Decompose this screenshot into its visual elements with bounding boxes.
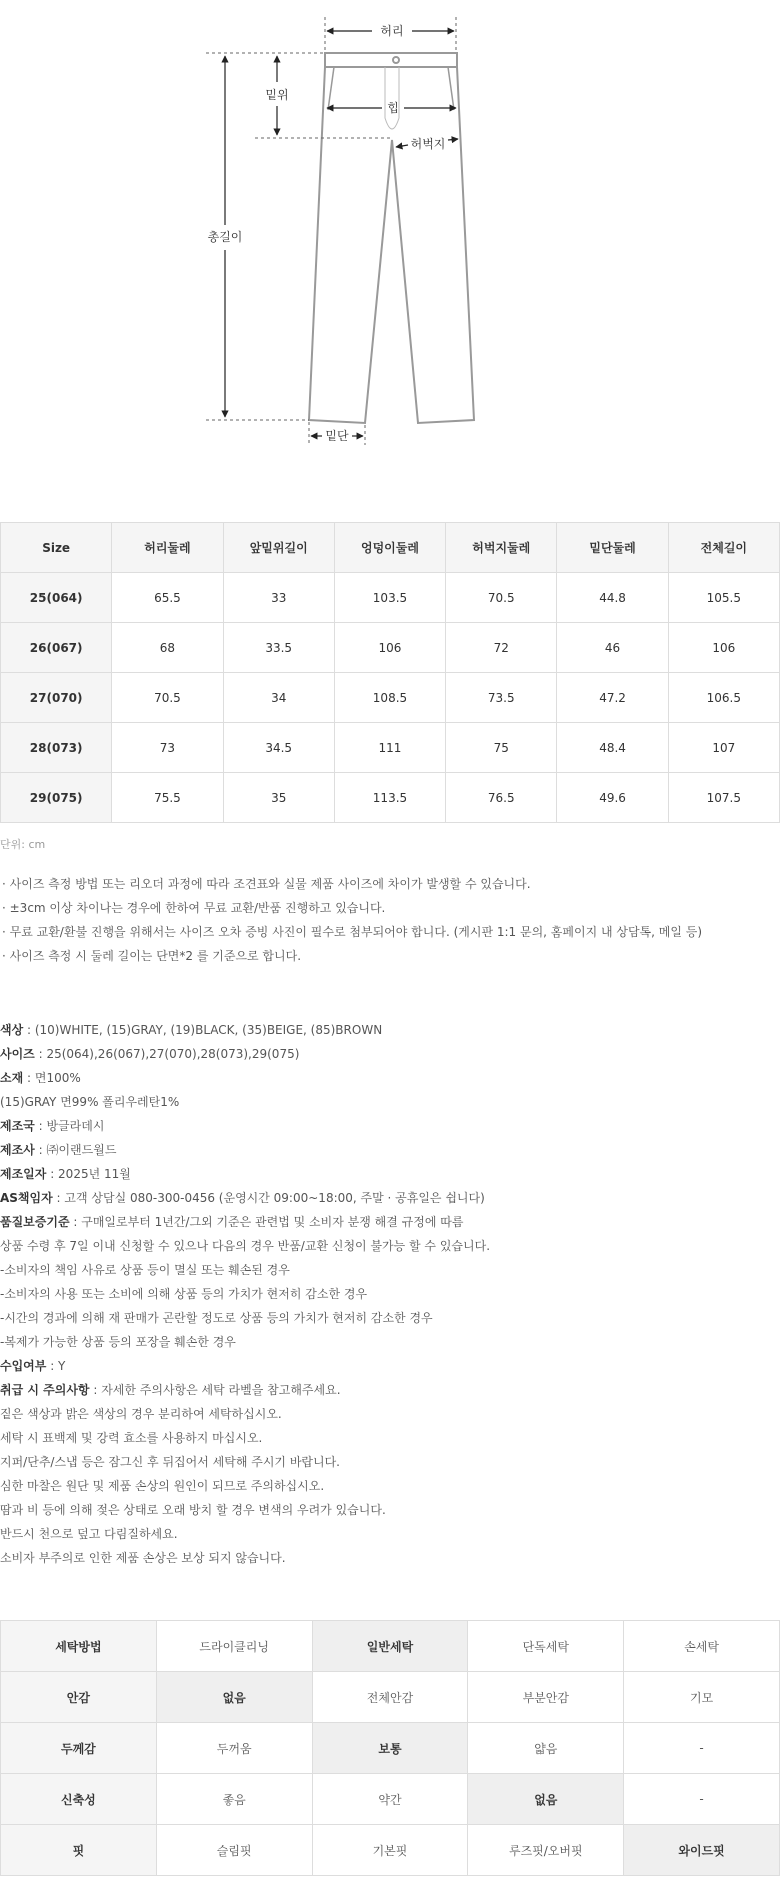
info-text: 반드시 천으로 덮고 다림질하세요.: [0, 1527, 178, 1541]
table-cell: 111: [334, 723, 445, 773]
info-text: 땀과 비 등에 의해 젖은 상태로 오래 방치 할 경우 변색의 우려가 있습니다.: [0, 1503, 386, 1517]
info-line: [0, 1402, 780, 1426]
header-hip: 엉덩이둘레: [334, 523, 445, 573]
table-row: [1, 773, 780, 823]
table-cell: 106: [334, 623, 445, 673]
table-cell: 113.5: [334, 773, 445, 823]
info-text: 세탁 시 표백제 및 강력 효소를 사용하지 마십시오.: [0, 1431, 263, 1445]
table-row: [1, 573, 780, 623]
care-option-selected: 없음: [468, 1774, 624, 1825]
care-header: 핏: [1, 1825, 157, 1876]
table-row: [1, 723, 780, 773]
info-label: 소재: [0, 1071, 24, 1085]
table-cell: 44.8: [557, 573, 668, 623]
table-cell: 107.5: [668, 773, 779, 823]
note-item: · 사이즈 측정 방법 또는 리오더 과정에 따라 조견표와 실물 제품 사이즈에 차이가 발생할 수 있습니다.: [2, 877, 531, 891]
thigh-arrow-right: [448, 139, 458, 140]
size-cell: 29(075): [1, 773, 112, 823]
care-option: -: [624, 1723, 780, 1774]
care-option-selected: 일반세탁: [312, 1621, 468, 1672]
table-cell: 34.5: [223, 723, 334, 773]
info-line: [0, 1114, 780, 1138]
table-cell: 75: [446, 723, 557, 773]
info-line: [0, 1282, 780, 1306]
size-table-header-row: [1, 523, 780, 573]
care-option: 약간: [312, 1774, 468, 1825]
unit-note: 단위: cm: [0, 838, 46, 851]
product-info: [0, 1018, 780, 1570]
length-label: 총길이: [207, 230, 243, 244]
table-cell: 65.5: [112, 573, 223, 623]
info-text: : 2025년 11월: [46, 1167, 131, 1181]
care-option-selected: 보통: [312, 1723, 468, 1774]
info-line: [0, 1258, 780, 1282]
care-option: 루즈핏/오버핏: [468, 1825, 624, 1876]
table-cell: 103.5: [334, 573, 445, 623]
table-cell: 106: [668, 623, 779, 673]
info-text: : 방글라데시: [34, 1119, 105, 1133]
table-cell: 68: [112, 623, 223, 673]
table-cell: 106.5: [668, 673, 779, 723]
care-option: 전체안감: [312, 1672, 468, 1723]
table-cell: 34: [223, 673, 334, 723]
care-row-thickness: [1, 1723, 780, 1774]
thigh-arrow-left: [396, 145, 408, 147]
care-row-lining: [1, 1672, 780, 1723]
info-line: [0, 1354, 780, 1378]
info-text: 짙은 색상과 밝은 색상의 경우 분리하여 세탁하십시오.: [0, 1407, 282, 1421]
table-cell: 35: [223, 773, 334, 823]
info-label: 취급 시 주의사항: [0, 1383, 90, 1397]
info-line: [0, 1066, 780, 1090]
care-option: 얇음: [468, 1723, 624, 1774]
info-label: AS책임자: [0, 1191, 53, 1205]
care-option: 슬림핏: [156, 1825, 312, 1876]
info-label: 사이즈: [0, 1047, 35, 1061]
care-option: -: [624, 1774, 780, 1825]
info-line: [0, 1162, 780, 1186]
info-line: [0, 1426, 780, 1450]
info-text: -시간의 경과에 의해 재 판매가 곤란할 정도로 상품 등의 가치가 현저히 감소한 경우: [0, 1311, 433, 1325]
guide-lines: [206, 17, 456, 445]
care-header: 신축성: [1, 1774, 157, 1825]
care-option: 기본핏: [312, 1825, 468, 1876]
info-line: [0, 1522, 780, 1546]
care-option: 단독세탁: [468, 1621, 624, 1672]
info-label: 색상: [0, 1023, 24, 1037]
care-option: 손세탁: [624, 1621, 780, 1672]
table-cell: 33: [223, 573, 334, 623]
size-notes: [0, 874, 780, 970]
table-cell: 107: [668, 723, 779, 773]
info-text: (15)GRAY 면99% 폴리우레탄1%: [0, 1095, 180, 1109]
info-line: [0, 1474, 780, 1498]
hip-label: 힙: [387, 101, 399, 115]
care-row-wash: [1, 1621, 780, 1672]
care-option: 드라이클리닝: [156, 1621, 312, 1672]
info-text: : 구매일로부터 1년간/그외 기준은 관련법 및 소비자 분쟁 해결 규정에 따름: [69, 1215, 464, 1229]
size-table: [0, 522, 780, 823]
hem-label: 밑단: [325, 429, 349, 443]
thigh-label: 허벅지: [410, 137, 446, 151]
info-line: [0, 1018, 780, 1042]
table-cell: 105.5: [668, 573, 779, 623]
care-option: 좋음: [156, 1774, 312, 1825]
table-cell: 73.5: [446, 673, 557, 723]
info-line: [0, 1186, 780, 1210]
care-header: 세탁방법: [1, 1621, 157, 1672]
care-option-selected: 없음: [156, 1672, 312, 1723]
info-line: [0, 1306, 780, 1330]
size-cell: 26(067): [1, 623, 112, 673]
info-text: : 자세한 주의사항은 세탁 라벨을 참고해주세요.: [89, 1383, 341, 1397]
info-text: : (10)WHITE, (15)GRAY, (19)BLACK, (35)BEIGE, (85)BROWN: [23, 1023, 383, 1037]
care-header: 안감: [1, 1672, 157, 1723]
table-cell: 73: [112, 723, 223, 773]
table-cell: 76.5: [446, 773, 557, 823]
info-line: [0, 1210, 780, 1234]
pants-measurement-diagram: [0, 0, 780, 470]
info-label: 수입여부: [0, 1359, 47, 1373]
note-item: · 무료 교환/환불 진행을 위해서는 사이즈 오차 증빙 사진이 필수로 첨부되어야 합니다. (게시판 1:1 문의, 홈페이지 내 상담톡, 메일 등): [2, 925, 703, 939]
header-size: Size: [1, 523, 112, 573]
info-line: [0, 1378, 780, 1402]
size-cell: 28(073): [1, 723, 112, 773]
info-label: 제조일자: [0, 1167, 47, 1181]
info-label: 제조국: [0, 1119, 35, 1133]
info-line: [0, 1546, 780, 1570]
header-waist: 허리둘레: [112, 523, 223, 573]
info-text: : 25(064),26(067),27(070),28(073),29(075): [34, 1047, 300, 1061]
info-text: 심한 마찰은 원단 및 제품 손상의 원인이 되므로 주의하십시오.: [0, 1479, 325, 1493]
care-table: [0, 1620, 780, 1876]
size-cell: 25(064): [1, 573, 112, 623]
care-header: 두께감: [1, 1723, 157, 1774]
table-row: [1, 673, 780, 723]
info-line: [0, 1042, 780, 1066]
info-text: 지퍼/단추/스냅 등은 잠그신 후 뒤집어서 세탁해 주시기 바랍니다.: [0, 1455, 340, 1469]
size-cell: 27(070): [1, 673, 112, 723]
care-row-stretch: [1, 1774, 780, 1825]
table-cell: 75.5: [112, 773, 223, 823]
info-text: -복제가 가능한 상품 등의 포장을 훼손한 경우: [0, 1335, 236, 1349]
table-cell: 46: [557, 623, 668, 673]
info-text: : Y: [46, 1359, 66, 1373]
info-text: : ㈜이랜드월드: [34, 1143, 117, 1157]
info-label: 품질보증기준: [0, 1215, 70, 1229]
rise-label: 밑위: [265, 88, 289, 102]
info-text: -소비자의 책임 사유로 상품 등이 멸실 또는 훼손된 경우: [0, 1263, 290, 1277]
info-line: [0, 1234, 780, 1258]
table-cell: 49.6: [557, 773, 668, 823]
info-line: [0, 1090, 780, 1114]
table-cell: 48.4: [557, 723, 668, 773]
info-text: -소비자의 사용 또는 소비에 의해 상품 등의 가치가 현저히 감소한 경우: [0, 1287, 368, 1301]
header-thigh: 허벅지둘레: [446, 523, 557, 573]
info-label: 제조사: [0, 1143, 35, 1157]
info-line: [0, 1498, 780, 1522]
table-cell: 70.5: [112, 673, 223, 723]
header-length: 전체길이: [668, 523, 779, 573]
info-line: [0, 1330, 780, 1354]
waist-label: 허리: [380, 24, 404, 38]
info-line: [0, 1138, 780, 1162]
info-text: : 면100%: [23, 1071, 81, 1085]
info-line: [0, 1450, 780, 1474]
info-text: 상품 수령 후 7일 이내 신청할 수 있으나 다음의 경우 반품/교환 신청이 불가능 할 수 있습니다.: [0, 1239, 491, 1253]
table-cell: 33.5: [223, 623, 334, 673]
care-option: 두꺼움: [156, 1723, 312, 1774]
header-front-rise: 앞밑위길이: [223, 523, 334, 573]
info-text: 소비자 부주의로 인한 제품 손상은 보상 되지 않습니다.: [0, 1551, 286, 1565]
table-cell: 108.5: [334, 673, 445, 723]
care-row-fit: [1, 1825, 780, 1876]
table-row: [1, 623, 780, 673]
care-option-selected: 와이드핏: [624, 1825, 780, 1876]
table-cell: 72: [446, 623, 557, 673]
note-item: · 사이즈 측정 시 둘레 길이는 단면*2 를 기준으로 합니다.: [2, 949, 302, 963]
care-option: 기모: [624, 1672, 780, 1723]
table-cell: 70.5: [446, 573, 557, 623]
care-option: 부분안감: [468, 1672, 624, 1723]
info-text: : 고객 상담실 080-300-0456 (운영시간 09:00~18:00, 주말 · 공휴일은 쉽니다): [52, 1191, 485, 1205]
note-item: · ±3cm 이상 차이나는 경우에 한하여 무료 교환/반품 진행하고 있습니다.: [2, 901, 386, 915]
header-hem: 밑단둘레: [557, 523, 668, 573]
table-cell: 47.2: [557, 673, 668, 723]
